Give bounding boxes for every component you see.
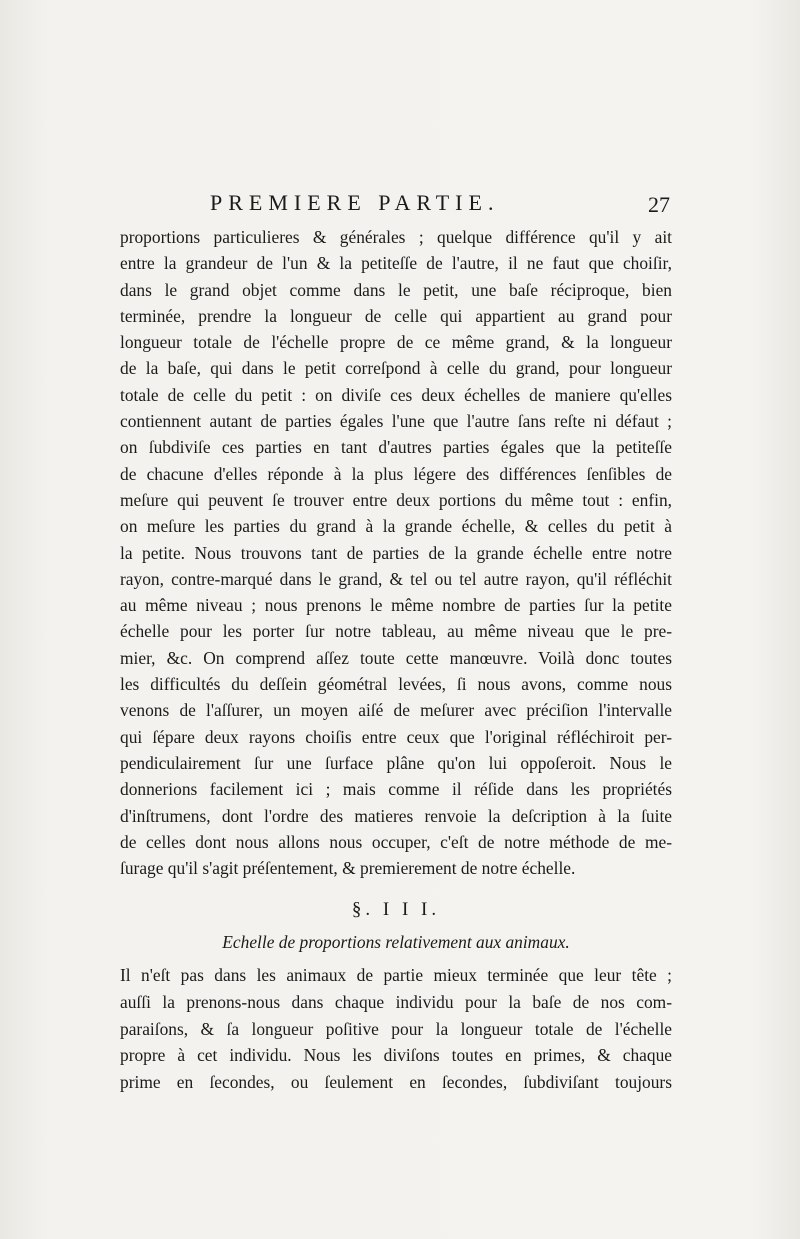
text-line: venons de l'aſſurer, un moyen aiſé de meſurer avec préciſion l'intervalle bbox=[120, 700, 672, 721]
text-line: mier, &c. On comprend aſſez toute cette manœuvre. Voilà donc toutes bbox=[120, 647, 672, 668]
paragraph-1 bbox=[120, 224, 672, 881]
text-line: la petite. Nous trouvons tant de parties de la grande échelle entre notre bbox=[120, 542, 672, 563]
text-line: échelle pour les porter ſur notre tableau, au même niveau que le pre- bbox=[120, 621, 672, 642]
section-heading bbox=[120, 896, 672, 956]
text-line: Il n'eſt pas dans les animaux de partie mieux terminée que leur tête ; bbox=[120, 965, 672, 985]
text-line: donnerions facilement ici ; mais comme il réſide dans les propriétés bbox=[120, 779, 672, 800]
text-line: rayon, contre-marqué dans le grand, & tel ou tel autre rayon, qu'il réfléchit bbox=[120, 568, 672, 589]
text-line: dans le grand objet comme dans le petit, une baſe réciproque, bien bbox=[120, 279, 672, 300]
text-line: meſure qui peuvent ſe trouver entre deux portions du même tout : enfin, bbox=[120, 489, 672, 510]
text-line: ſurage qu'il s'agit préſentement, & premierement de notre échelle. bbox=[120, 858, 576, 879]
section-title: Echelle de proportions relativement aux animaux. bbox=[222, 932, 570, 952]
text-line: prime en ſecondes, ou ſeulement en ſecondes, ſubdiviſant toujours bbox=[120, 1072, 672, 1093]
text-line: contiennent autant de parties égales l'une que l'autre ſans reſte ni défaut ; bbox=[120, 411, 672, 432]
text-line: qui ſépare deux rayons choiſis entre ceux que l'original réfléchiroit per- bbox=[120, 726, 672, 747]
text-line: terminée, prendre la longueur de celle qui appartient au grand pour bbox=[120, 305, 672, 326]
text-line: entre la grandeur de l'un & la petiteſſe de l'autre, il ne faut que choiſir, bbox=[120, 253, 672, 274]
text-line: on meſure les parties du grand à la grande échelle, & celles du petit à bbox=[120, 516, 672, 537]
text-line: proportions particulieres & générales ; quelque différence qu'il y ait bbox=[120, 227, 672, 247]
section-number: §. I I I. bbox=[351, 899, 441, 920]
text-line: d'inſtrumens, dont l'ordre des matieres renvoie la deſcription à la ſuite bbox=[120, 805, 672, 826]
page-header bbox=[118, 186, 678, 220]
text-line: pendiculairement ſur une ſurface plâne qu'on lui oppoſeroit. Nous le bbox=[120, 752, 672, 773]
text-line: auſſi la prenons-nous dans chaque individu pour la baſe de nos com- bbox=[120, 991, 672, 1012]
text-line: propre à cet individu. Nous les diviſons toutes en primes, & chaque bbox=[120, 1045, 672, 1066]
text-line: on ſubdiviſe ces parties en tant d'autres parties égales que la petiteſſe bbox=[120, 437, 672, 458]
text-line: de chacune d'elles réponde à la plus légere des différences ſenſibles de bbox=[120, 463, 672, 484]
text-line: les difficultés du deſſein géométral levées, ſi nous avons, comme nous bbox=[120, 674, 672, 695]
paragraph-2 bbox=[120, 962, 672, 1096]
text-line: totale de celle du petit : on diviſe ces deux échelles de maniere qu'elles bbox=[120, 384, 672, 405]
text-line: au même niveau ; nous prenons le même nombre de parties ſur la petite bbox=[120, 595, 672, 616]
running-title: PREMIERE PARTIE. bbox=[210, 190, 500, 215]
page-number: 27 bbox=[648, 192, 670, 217]
text-line: longueur totale de l'échelle propre de ce même grand, & la longueur bbox=[120, 332, 672, 353]
text-line: de celles dont nous allons nous occuper, c'eſt de notre méthode de me- bbox=[120, 831, 672, 852]
text-line: paraiſons, & ſa longueur poſitive pour la longueur totale de l'échelle bbox=[120, 1018, 672, 1039]
text-line: de la baſe, qui dans le petit correſpond à celle du grand, pour longueur bbox=[120, 358, 672, 379]
